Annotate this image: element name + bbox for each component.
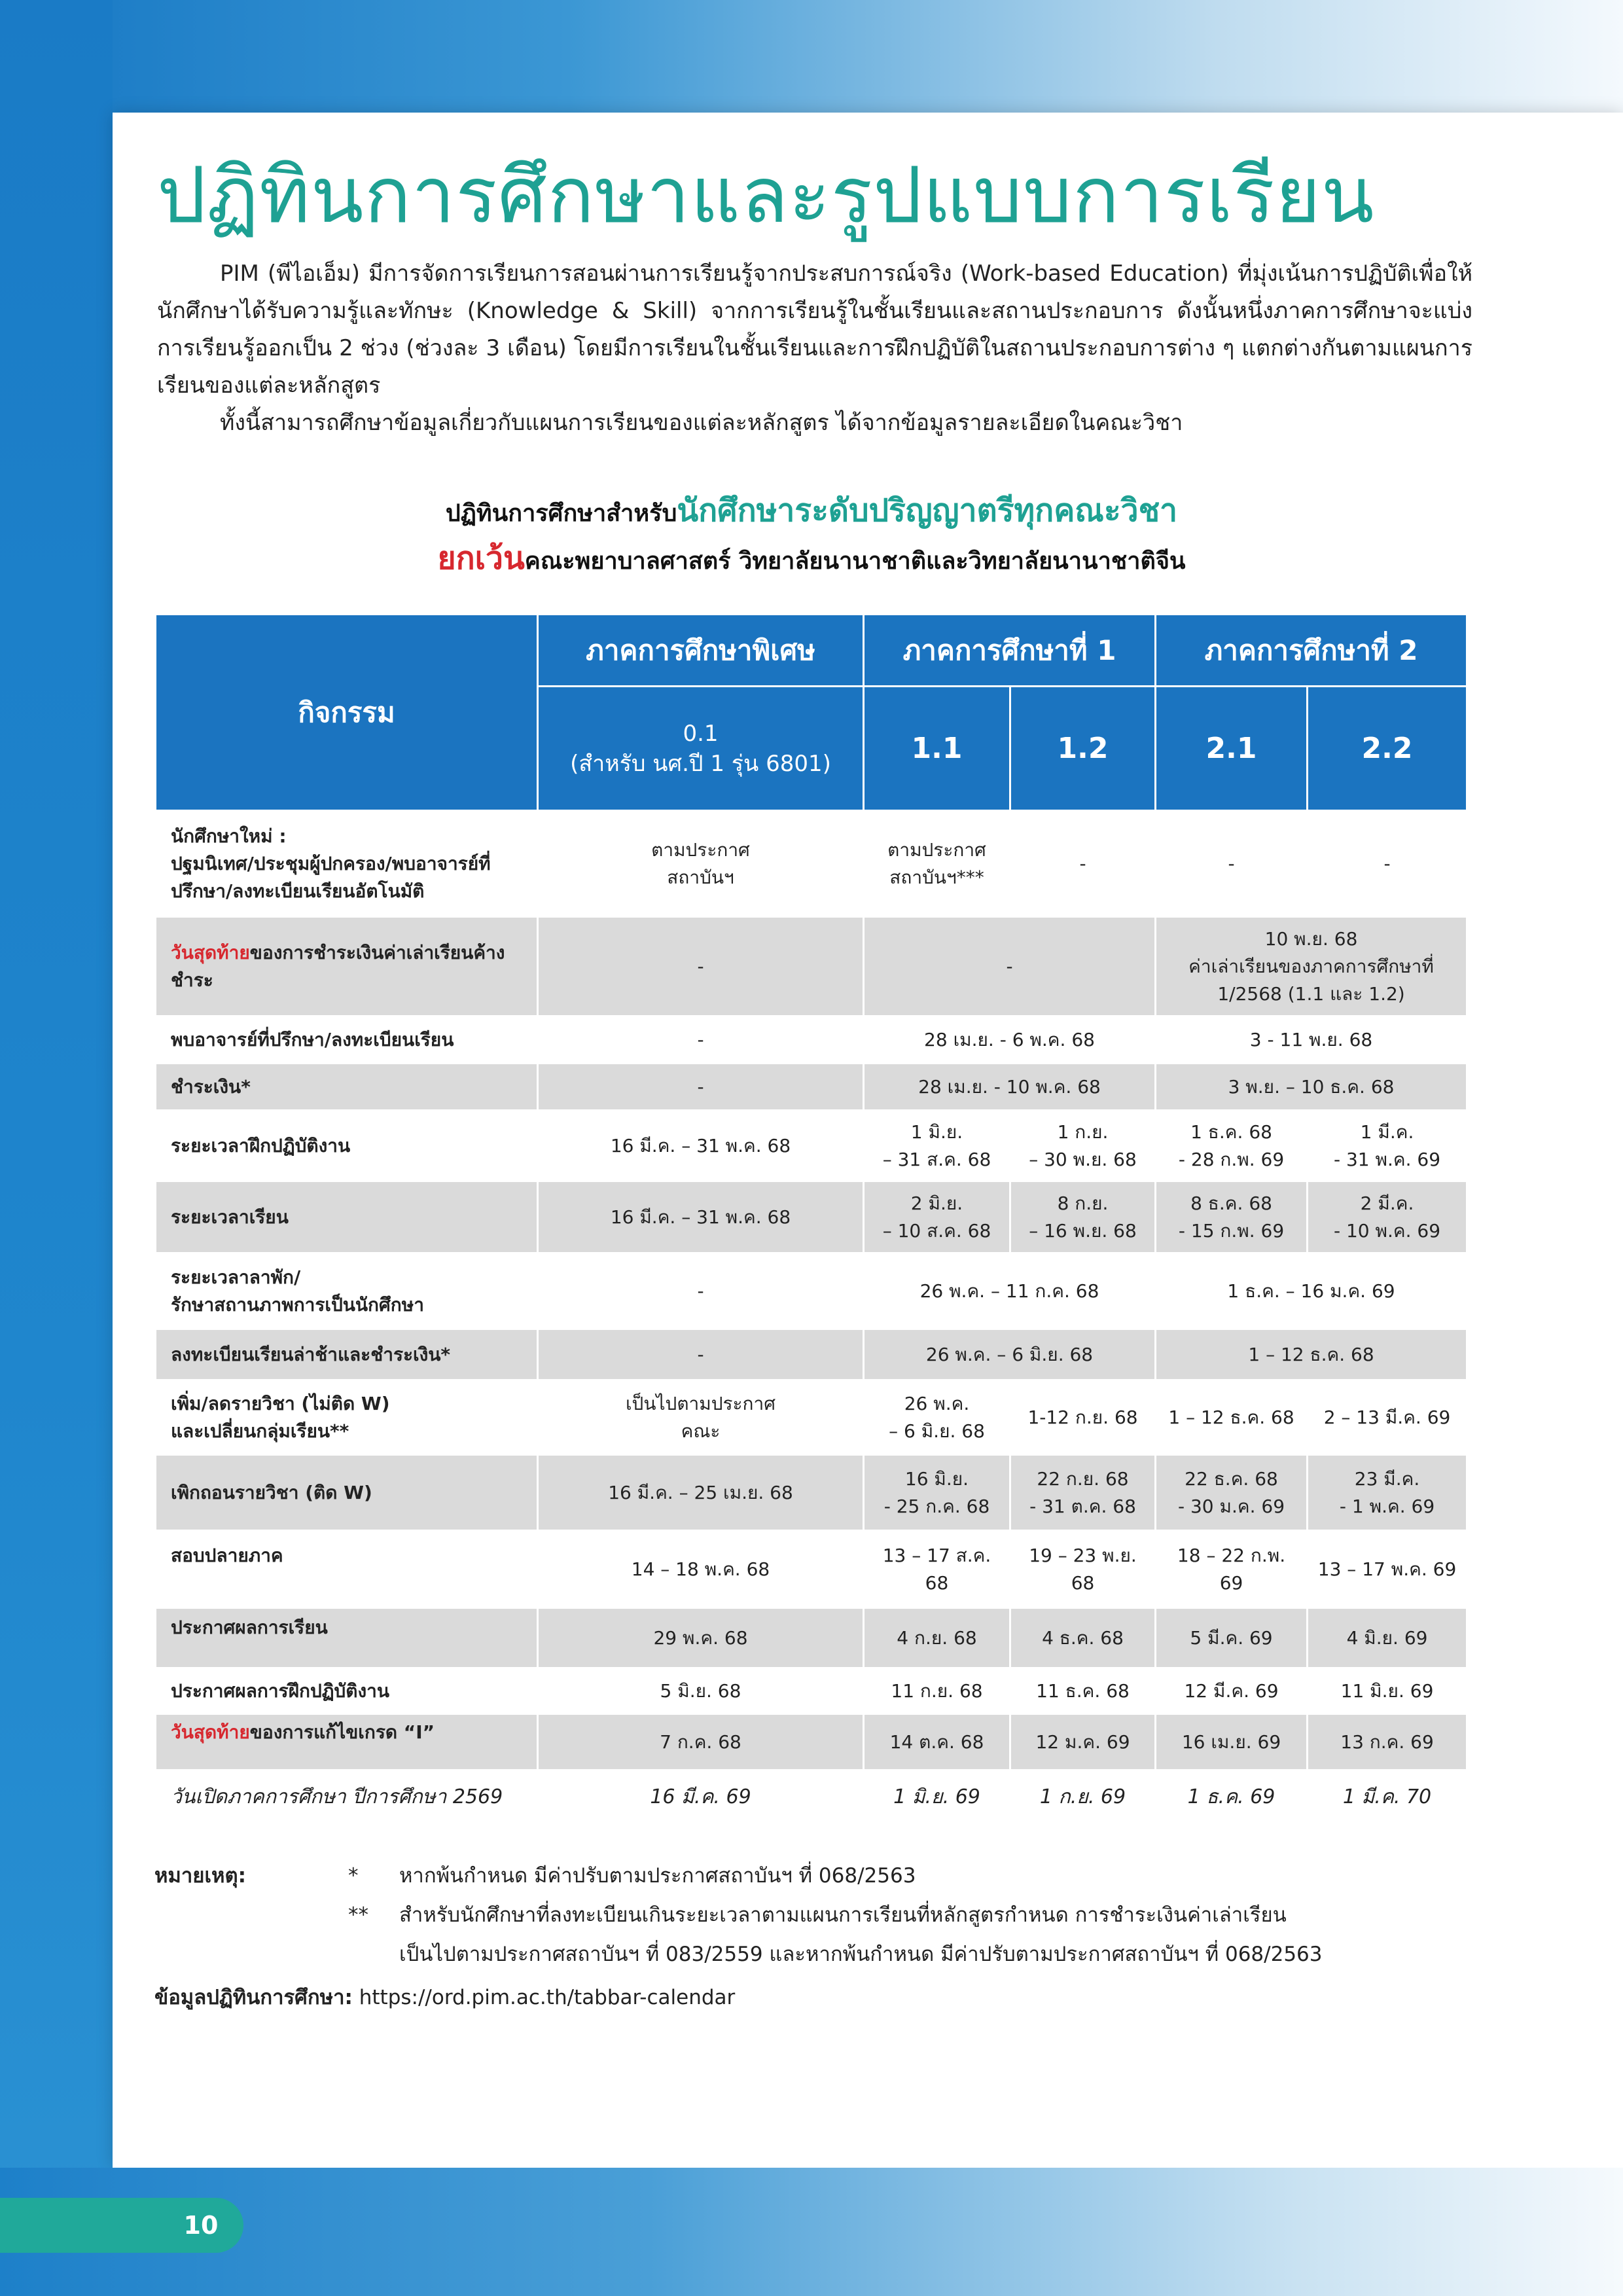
intro-paragraph-2: ทั้งนี้สามารถศึกษาข้อมูลเกี่ยวกับแผนการเรียนของแต่ละหลักสูตร ได้จากข้อมูลรายละเอียดในคณะวิชา [220,410,1183,436]
source-link[interactable]: https://ord.pim.ac.th/tabbar-calendar [359,1986,736,2009]
cell-2-1: 12 มี.ค. 69 [1156,1668,1308,1714]
cell-term-1: 26 พ.ค. – 11 ก.ค. 68 [864,1253,1156,1329]
cell-1-2: - [1010,811,1156,917]
cell-2-2: 23 มี.ค. - 1 พ.ค. 69 [1308,1455,1467,1531]
cell-1-2: 8 ก.ย. – 16 พ.ย. 68 [1010,1181,1156,1253]
table-row [156,1380,1467,1455]
footnotes [154,1856,1470,2017]
header-term-1-2: 1.2 [1010,687,1156,811]
cell-2-2: 4 มิ.ย. 69 [1308,1608,1467,1668]
calendar-heading-line1 [157,488,1466,537]
activity-cell: ระยะเวลาฝึกปฏิบัติงาน [156,1111,538,1181]
cell-special: - [538,1064,864,1111]
activity-rest: ของการชำระเงินค่าเล่าเรียนค้างชำระ [171,941,505,991]
cell-special: - [538,1329,864,1380]
cell-1-1: ตามประกาศ สถาบันฯ*** [864,811,1010,917]
header-term-2-1: 2.1 [1156,687,1308,811]
cell-2-1: 8 ธ.ค. 68 - 15 ก.พ. 69 [1156,1181,1308,1253]
bottom-decorative-band [0,2168,1623,2296]
page-number: 10 [183,2211,219,2240]
heading-prefix: ปฏิทินการศึกษาสำหรับ [445,500,677,527]
cell-2-1: 1 ธ.ค. 69 [1156,1770,1308,1824]
cell-term-1: - [864,917,1156,1016]
cell-special: 29 พ.ค. 68 [538,1608,864,1668]
intro-paragraph-1: PIM (พีไอเอ็ม) มีการจัดการเรียนการสอนผ่านการเรียนรู้จากประสบการณ์จริง (Work-based Education) ที่มุ่งเน้นการปฏิบัติเพื่อให้นักศึกษาได้รับความรู้และทักษะ (Knowledge & Skill) จากการเรียนรู้ในชั้นเรียนและสถานประกอบการ ดังนั้นหนึ่งภาคการศึกษาจะแบ่งการเรียนรู้ออกเป็น 2 ช่วง (ช่วงละ 3 เดือน) โดยมีการเรียนในชั้นเรียนและการฝึกปฏิบัติในสถานประกอบการต่าง ๆ แตกต่างกันตามแผนการเรียนของแต่ละหลักสูตร [157,260,1472,399]
activity-rest: ของการแก้ไขเกรด “I” [249,1721,435,1743]
table-row [156,1455,1467,1531]
cell-1-1: 11 ก.ย. 68 [864,1668,1010,1714]
header-activity: กิจกรรม [156,615,538,811]
activity-cell [156,1714,538,1770]
cell-2-2: 1 มี.ค. - 31 พ.ค. 69 [1308,1111,1467,1181]
heading-highlight: นักศึกษาระดับปริญญาตรีทุกคณะวิชา [677,492,1178,529]
cell-1-2: 19 – 23 พ.ย. 68 [1010,1531,1156,1608]
cell-2-2: 13 – 17 พ.ค. 69 [1308,1531,1467,1608]
cell-term-2: 3 - 11 พ.ย. 68 [1156,1016,1467,1064]
header-special-term: ภาคการศึกษาพิเศษ [538,615,864,687]
cell-special: เป็นไปตามประกาศ คณะ [538,1380,864,1455]
activity-cell: สอบปลายภาค [156,1531,538,1608]
cell-special: 16 มี.ค. – 31 พ.ค. 68 [538,1111,864,1181]
activity-red-label: วันสุดท้าย [171,941,250,963]
activity-cell: เพิกถอนรายวิชา (ติด W) [156,1455,538,1531]
calendar-source [154,1978,1470,2017]
table-row [156,1329,1467,1380]
note-text-2b: เป็นไปตามประกาศสถาบันฯ ที่ 083/2559 และหากพ้นกำหนด มีค่าปรับตามประกาศสถาบันฯ ที่ 068/2563 [399,1943,1323,1966]
cell-1-1: 4 ก.ย. 68 [864,1608,1010,1668]
table-row [156,1608,1467,1668]
cell-special: 16 มี.ค. – 31 พ.ค. 68 [538,1181,864,1253]
cell-term-2: 1 – 12 ธ.ค. 68 [1156,1329,1467,1380]
cell-1-1: 2 มิ.ย. – 10 ส.ค. 68 [864,1181,1010,1253]
intro-text [157,255,1472,442]
note-mark-2: ** [348,1903,368,1927]
cell-2-2: 2 – 13 มี.ค. 69 [1308,1380,1467,1455]
cell-term-2: 3 พ.ย. – 10 ธ.ค. 68 [1156,1064,1467,1111]
activity-cell: ลงทะเบียนเรียนล่าช้าและชำระเงิน* [156,1329,538,1380]
table-row [156,1531,1467,1608]
cell-1-2: 11 ธ.ค. 68 [1010,1668,1156,1714]
note-text-2a: สำหรับนักศึกษาที่ลงทะเบียนเกินระยะเวลาตามแผนการเรียนที่หลักสูตรกำหนด การชำระเงินค่าเล่าเรียน [399,1903,1287,1927]
notes-label: หมายเหตุ: [154,1864,246,1888]
heading-except: ยกเว้น [437,540,525,577]
activity-cell: วันเปิดภาคการศึกษา ปีการศึกษา 2569 [156,1770,538,1824]
cell-1-1: 1 มิ.ย. 69 [864,1770,1010,1824]
cell-1-1: 16 มิ.ย. - 25 ก.ค. 68 [864,1455,1010,1531]
cell-term-2: 10 พ.ย. 68 ค่าเล่าเรียนของภาคการศึกษาที่ 1/2568 (1.1 และ 1.2) [1156,917,1467,1016]
activity-cell: เพิ่ม/ลดรายวิชา (ไม่ติด W) และเปลี่ยนกลุ่มเรียน** [156,1380,538,1455]
note-text-1: หากพ้นกำหนด มีค่าปรับตามประกาศสถาบันฯ ที่ 068/2563 [399,1864,916,1888]
table-row [156,811,1467,917]
activity-cell: ระยะเวลาลาพัก/ รักษาสถานภาพการเป็นนักศึกษา [156,1253,538,1329]
table-row [156,1111,1467,1181]
cell-2-1: 1 – 12 ธ.ค. 68 [1156,1380,1308,1455]
cell-special: ตามประกาศ สถาบันฯ [538,811,864,917]
heading-except-detail: คณะพยาบาลศาสตร์ วิทยาลัยนานาชาติและวิทยาลัยนานาชาติจีน [524,548,1186,575]
activity-cell: ชำระเงิน* [156,1064,538,1111]
left-decorative-bar [0,0,113,2296]
header-term-2: ภาคการศึกษาที่ 2 [1156,615,1467,687]
table-row [156,1668,1467,1714]
cell-2-2: 13 ก.ค. 69 [1308,1714,1467,1770]
page-title: ปฏิทินการศึกษาและรูปแบบการเรียน [157,150,1375,240]
cell-2-1: 5 มี.ค. 69 [1156,1608,1308,1668]
academic-calendar-table [154,613,1468,1825]
activity-cell: ประกาศผลการเรียน [156,1608,538,1668]
cell-special: - [538,1253,864,1329]
cell-1-2: 1 ก.ย. – 30 พ.ย. 68 [1010,1111,1156,1181]
cell-term-2: 1 ธ.ค. – 16 ม.ค. 69 [1156,1253,1467,1329]
header-term-1: ภาคการศึกษาที่ 1 [864,615,1156,687]
header-term-2-2: 2.2 [1308,687,1467,811]
activity-cell: ประกาศผลการฝึกปฏิบัติงาน [156,1668,538,1714]
table-row [156,1253,1467,1329]
note-mark-1: * [348,1864,359,1888]
cell-special: - [538,1016,864,1064]
cell-special: 14 – 18 พ.ค. 68 [538,1531,864,1608]
calendar-heading-line2 [157,535,1466,584]
cell-special: 5 มิ.ย. 68 [538,1668,864,1714]
activity-cell: พบอาจารย์ที่ปรึกษา/ลงทะเบียนเรียน [156,1016,538,1064]
note-row-1 [154,1856,1470,1895]
activity-cell [156,917,538,1016]
cell-2-1: 1 ธ.ค. 68 - 28 ก.พ. 69 [1156,1111,1308,1181]
cell-2-1: 16 เม.ย. 69 [1156,1714,1308,1770]
table-row [156,1714,1467,1770]
cell-1-1: 14 ต.ค. 68 [864,1714,1010,1770]
table-row [156,1770,1467,1824]
cell-term-1: 28 เม.ย. - 10 พ.ค. 68 [864,1064,1156,1111]
activity-cell: ระยะเวลาเรียน [156,1181,538,1253]
cell-1-2: 1 ก.ย. 69 [1010,1770,1156,1824]
cell-2-2: 1 มี.ค. 70 [1308,1770,1467,1824]
activity-cell: นักศึกษาใหม่ : ปฐมนิเทศ/ประชุมผู้ปกครอง/พบอาจารย์ที่ปรึกษา/ลงทะเบียนเรียนอัตโนมัติ [156,811,538,917]
cell-1-2: 12 ม.ค. 69 [1010,1714,1156,1770]
header-special-sub: 0.1 (สำหรับ นศ.ปี 1 รุ่น 6801) [538,687,864,811]
cell-2-2: 11 มิ.ย. 69 [1308,1668,1467,1714]
calendar-rows [156,811,1467,1824]
cell-1-1: 26 พ.ค. – 6 มิ.ย. 68 [864,1380,1010,1455]
cell-1-1: 1 มิ.ย. – 31 ส.ค. 68 [864,1111,1010,1181]
note-row-2 [154,1895,1470,1935]
cell-special: - [538,917,864,1016]
table-row [156,1181,1467,1253]
table-row [156,1016,1467,1064]
table-row [156,917,1467,1016]
cell-2-2: 2 มี.ค. - 10 พ.ค. 69 [1308,1181,1467,1253]
cell-term-1: 28 เม.ย. - 6 พ.ค. 68 [864,1016,1156,1064]
cell-term-1: 26 พ.ค. – 6 มิ.ย. 68 [864,1329,1156,1380]
note-row-3 [154,1935,1470,1974]
header-term-1-1: 1.1 [864,687,1010,811]
cell-special: 7 ก.ค. 68 [538,1714,864,1770]
cell-2-2: - [1308,811,1467,917]
cell-special: 16 มี.ค. – 25 เม.ย. 68 [538,1455,864,1531]
cell-2-1: - [1156,811,1308,917]
cell-2-1: 22 ธ.ค. 68 - 30 ม.ค. 69 [1156,1455,1308,1531]
cell-1-2: 4 ธ.ค. 68 [1010,1608,1156,1668]
cell-special: 16 มี.ค. 69 [538,1770,864,1824]
source-label: ข้อมูลปฏิทินการศึกษา: [154,1986,353,2009]
activity-red-label: วันสุดท้าย [171,1721,250,1743]
cell-1-2: 22 ก.ย. 68 - 31 ต.ค. 68 [1010,1455,1156,1531]
cell-1-1: 13 – 17 ส.ค. 68 [864,1531,1010,1608]
cell-2-1: 18 – 22 ก.พ. 69 [1156,1531,1308,1608]
cell-1-2: 1-12 ก.ย. 68 [1010,1380,1156,1455]
table-row [156,1064,1467,1111]
